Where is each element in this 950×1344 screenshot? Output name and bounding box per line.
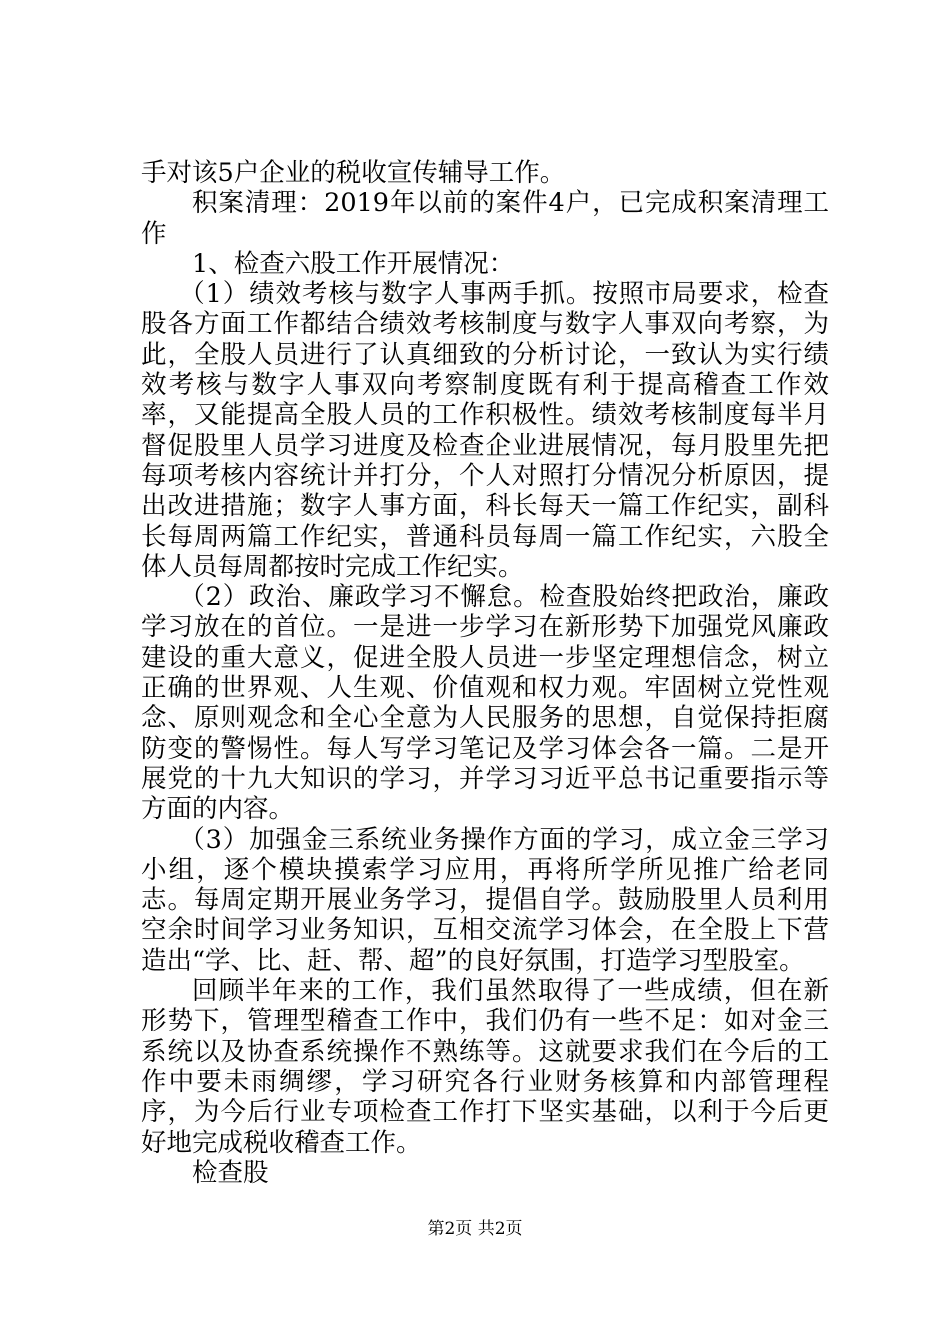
paragraph-case-cleanup: 积案清理：2019年以前的案件4户，已完成积案清理工作 [141,188,829,249]
paragraph-item-2: （2）政治、廉政学习不懈怠。检查股始终把政治，廉政学习放在的首位。一是进一步学习在新形势下加强党风廉政建设的重大意义，促进全股人员进一步坚定理想信念，树立正确的世界观、人生观、价值观和权力观。牢固树立党性观念、原则观念和全心全意为人民服务的思想，自觉保持拒腐防变的警惕性。每人写学习笔记及学习体会各一篇。二是开展党的十九大知识的学习，并学习习近平总书记重要指示等方面的内容。 [141,582,829,825]
paragraph-continuation: 手对该5户企业的税收宣传辅导工作。 [141,158,566,188]
signature-department: 检查股 [192,1157,269,1188]
page-number-footer: 第2页 共2页 [427,1219,523,1239]
paragraph-review: 回顾半年来的工作，我们虽然取得了一些成绩，但在新形势下，管理型稽查工作中，我们仍有一些不足：如对金三系统以及协查系统操作不熟练等。这就要求我们在今后的工作中要未雨绸缪，学习研究各行业财务核算和内部管理程序，为今后行业专项检查工作打下坚实基础，以利于今后更好地完成税收稽查工作。 [141,976,829,1158]
paragraph-item-3: （3）加强金三系统业务操作方面的学习，成立金三学习小组，逐个模块摸索学习应用，再将所学所见推广给老同志。每周定期开展业务学习，提倡自学。鼓励股里人员利用空余时间学习业务知识，互相交流学习体会，在全股上下营造出“学、比、赶、帮、超”的良好氛围，打造学习型股室。 [141,824,829,976]
section-heading: 1、检查六股工作开展情况： [192,248,515,279]
paragraph-item-1: （1）绩效考核与数字人事两手抓。按照市局要求，检查股各方面工作都结合绩效考核制度与数字人事双向考察，为此，全股人员进行了认真细致的分析讨论，一致认为实行绩效考核与数字人事双向考察制度既有利于提高稽查工作效率，又能提高全股人员的工作积极性。绩效考核制度每半月督促股里人员学习进度及检查企业进展情况，每月股里先把每项考核内容统计并打分，个人对照打分情况分析原因，提出改进措施；数字人事方面，科长每天一篇工作纪实，副科长每周两篇工作纪实，普通科员每周一篇工作纪实，六股全体人员每周都按时完成工作纪实。 [141,279,829,582]
document-body [141,158,829,1188]
